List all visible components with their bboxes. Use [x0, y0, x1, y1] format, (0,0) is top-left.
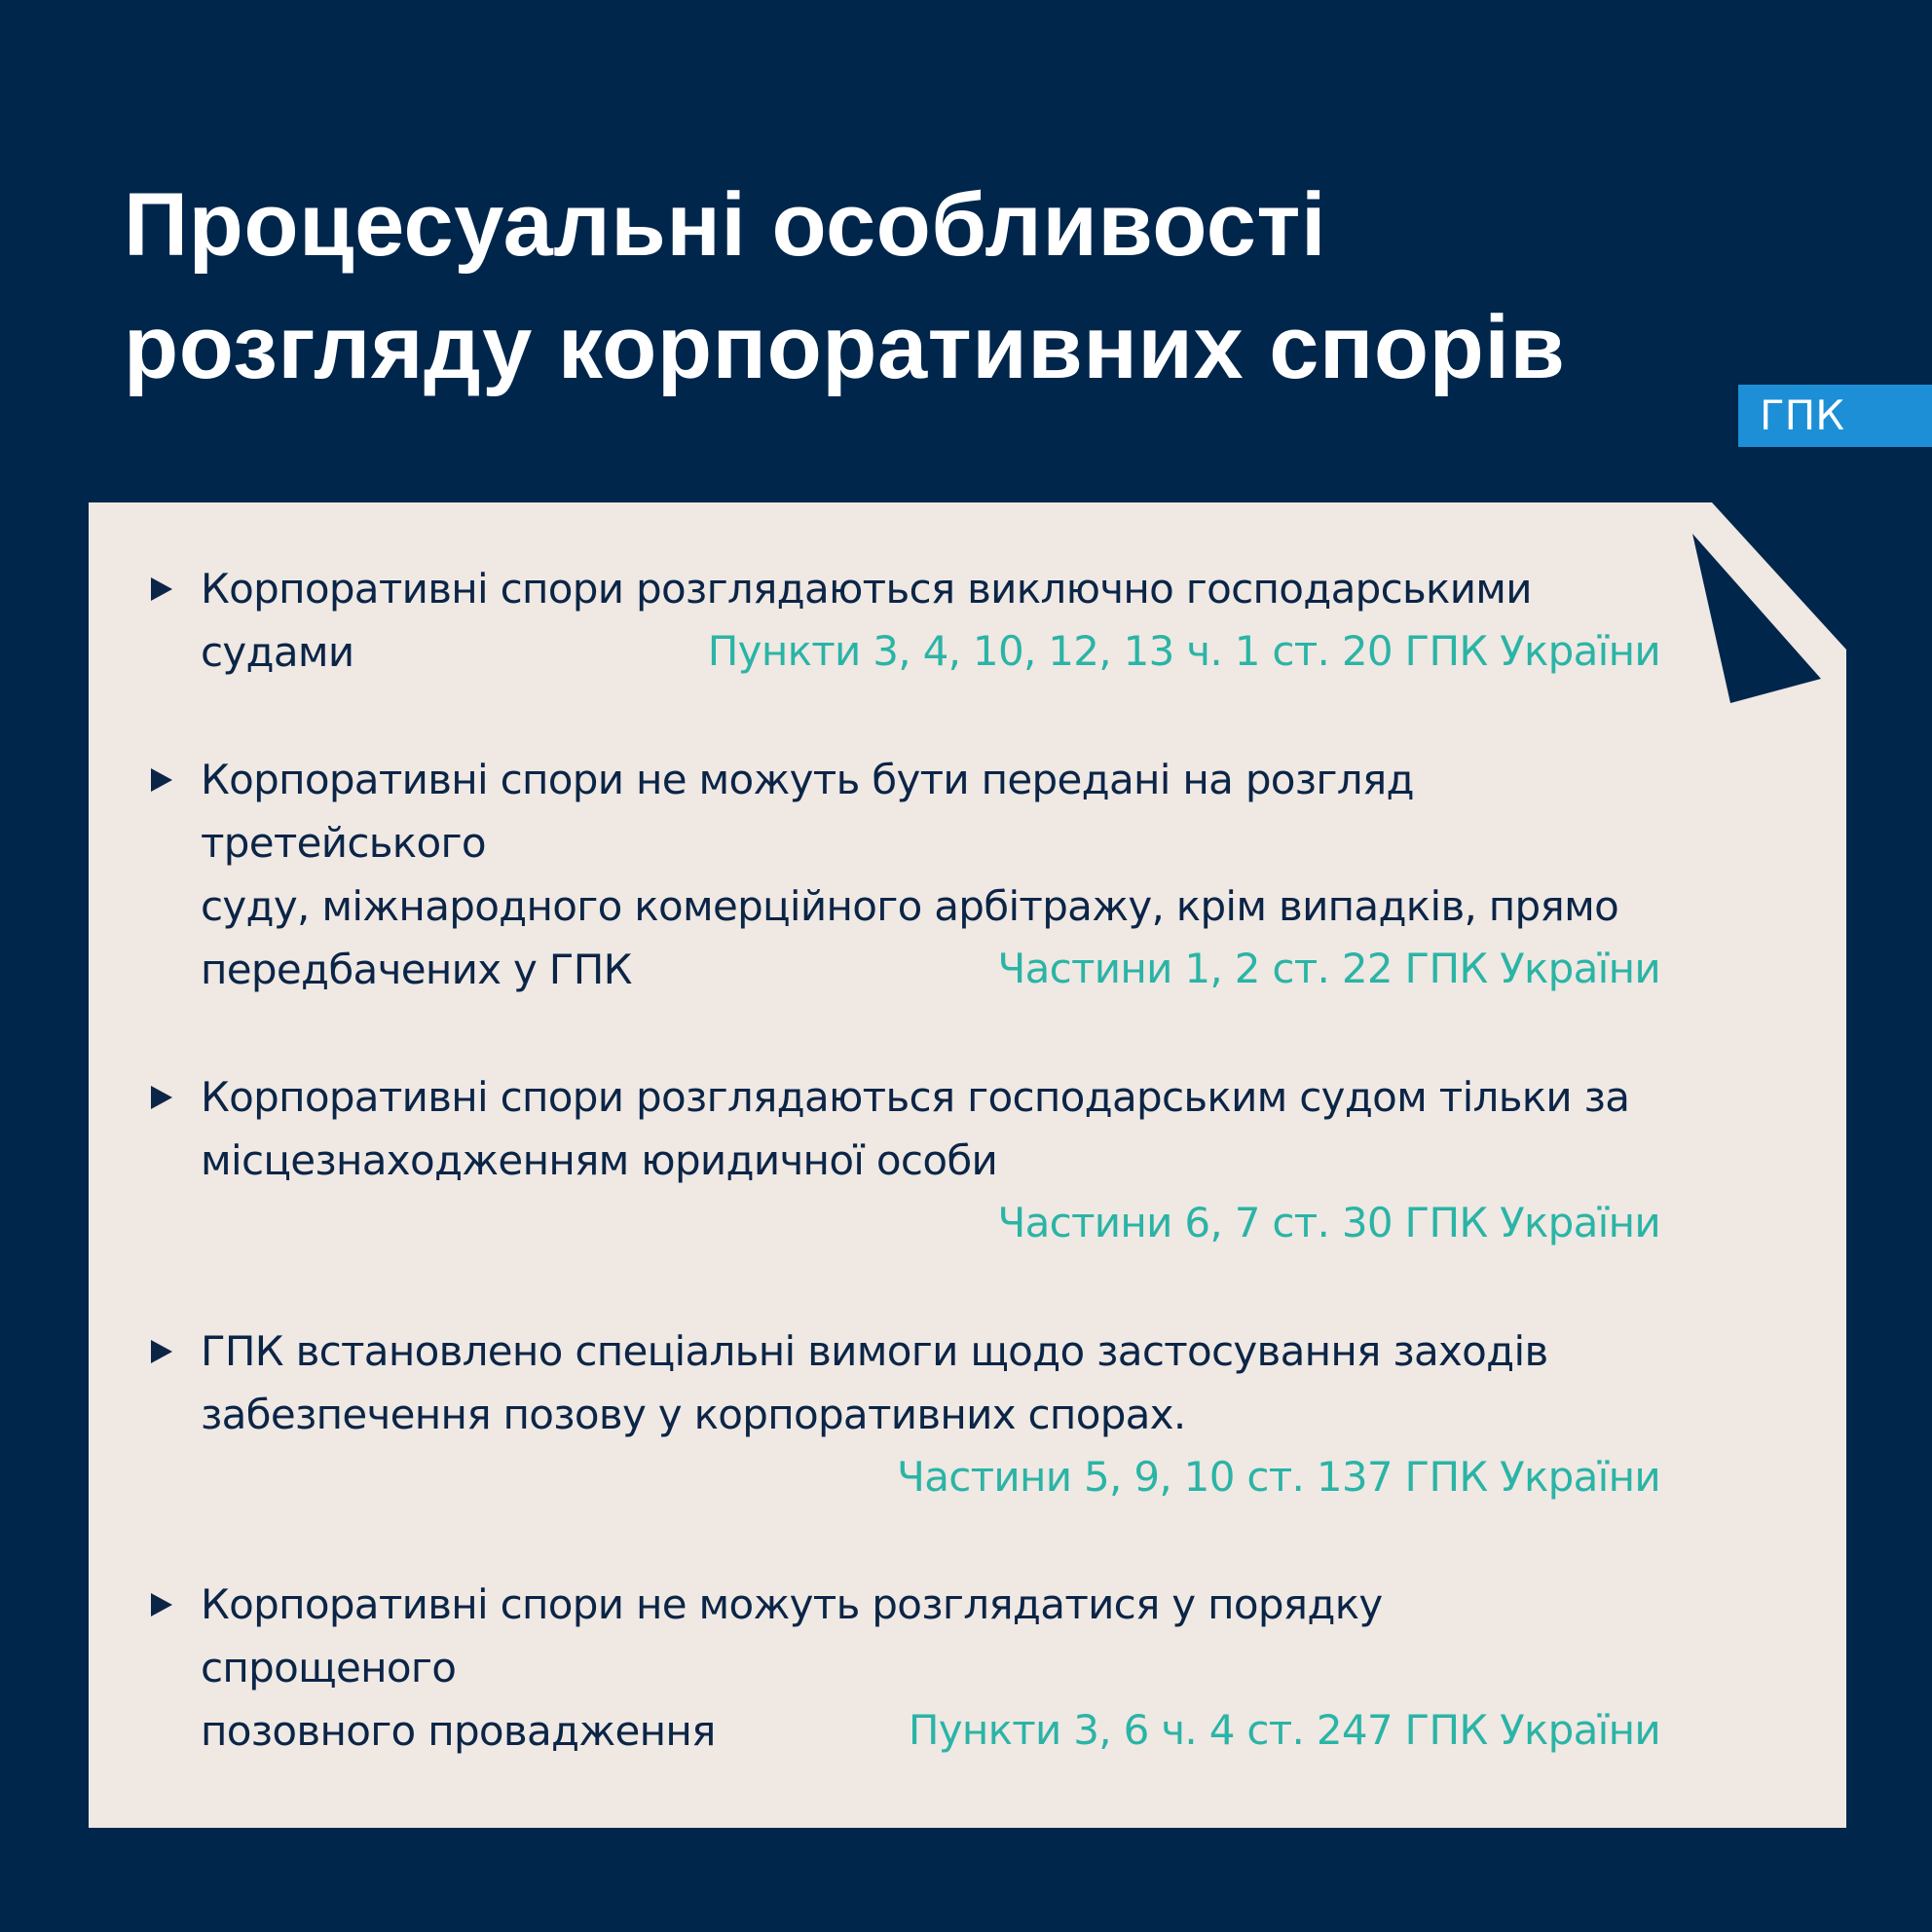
item-text: Корпоративні спори не можуть бути передані на розгляд третейського суду, міжнародного комерційного арбітражу, крім випадків, прямо передбачених у ГПК	[201, 756, 1619, 993]
item-reference: Пункти 3, 4, 10, 12, 13 ч. 1 ст. 20 ГПК України	[707, 627, 1660, 675]
item-text: Корпоративні спори не можуть розглядатися у порядку спрощеного позовного провадження	[201, 1580, 1383, 1755]
item-reference: Частини 1, 2 ст. 22 ГПК України	[997, 945, 1660, 992]
title-line-2: розгляду корпоративних спорів	[124, 298, 1566, 397]
item-reference: Пункти 3, 6 ч. 4 ст. 247 ГПК України	[908, 1706, 1660, 1754]
triangle-right-icon	[151, 1086, 172, 1109]
item-text: Корпоративні спори розглядаються господарським судом тільки за місцезнаходженням юридичної особи	[201, 1073, 1630, 1184]
item-reference: Частини 5, 9, 10 ст. 137 ГПК України	[897, 1453, 1660, 1501]
item-text: ГПК встановлено спеціальні вимоги щодо застосування заходів забезпечення позову у корпоративних спорах.	[201, 1327, 1548, 1438]
triangle-right-icon	[151, 577, 172, 601]
triangle-right-icon	[151, 1593, 172, 1616]
triangle-right-icon	[151, 768, 172, 792]
gpk-badge: ГПК	[1738, 385, 1932, 447]
triangle-right-icon	[151, 1340, 172, 1363]
item-text: Корпоративні спори розглядаються виключно господарськими судами	[201, 565, 1532, 676]
title-line-1: Процесуальні особливості	[124, 175, 1326, 275]
item-reference: Частини 6, 7 ст. 30 ГПК України	[997, 1199, 1660, 1246]
